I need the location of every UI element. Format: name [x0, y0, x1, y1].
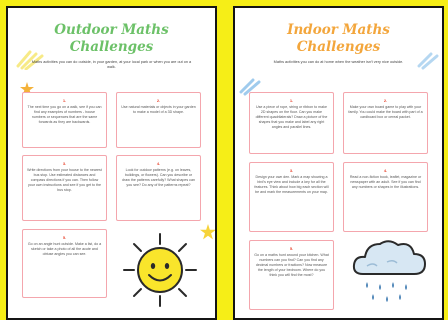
challenge-number: 4. [156, 161, 161, 166]
indoor-title [235, 22, 442, 56]
challenge-text: Write directions from your house to the nearest bus stop. Use estimated distances and compass directions if you can. Then follow your own instructions and see if you get to the bus stop. [27, 168, 102, 192]
indoor-challenge-card-4 [343, 162, 428, 232]
challenge-text: Use a piece of rope, string or ribbon to make 2D shapes on the floor. Can you make different quadrilaterals? Draw a picture of the shapes that you make and label any right angles and parallel lines. [255, 105, 328, 129]
outdoor-intro: Maths activities you can do outside, in your garden, at your local park or when you are out on a walk. [31, 60, 192, 70]
outdoor-challenge-card-4 [116, 155, 201, 221]
indoor-intro: Maths activities you can do at home when the weather isn't very nice outside. [273, 60, 404, 64]
outdoor-challenges-sheet [6, 6, 217, 320]
indoor-title-line2: Challenges [296, 39, 381, 55]
challenge-text: Design your own den. Mark a map showing a bird's eye view and include a key for all the features. Think about how big each section will be and mark the measurements on your map. [254, 175, 329, 194]
challenge-text: Use natural materials or objects in your garden to make a model of a 3D shape. [121, 105, 196, 114]
outdoor-challenge-card-1 [22, 92, 107, 148]
challenge-number: 2. [383, 98, 388, 103]
outdoor-challenge-card-5 [22, 229, 107, 298]
challenge-number: 5. [289, 246, 294, 251]
rain-cloud-icon [347, 232, 431, 308]
indoor-title-line1: Indoor Maths [287, 22, 390, 38]
indoor-challenge-card-5 [249, 240, 334, 310]
challenge-number: 4. [383, 168, 388, 173]
outdoor-title-line1: Outdoor Maths [54, 22, 169, 38]
outdoor-challenge-card-2 [116, 92, 201, 148]
challenge-text: Go on a maths hunt around your kitchen. What numbers can you find? Can you find any decimal numbers or fractions? Now measure the length of your bedroom. Where do you think you will find the most? [254, 253, 329, 277]
outdoor-title-line2: Challenges [69, 39, 154, 55]
outdoor-title [8, 22, 215, 56]
outdoor-challenge-card-3 [22, 155, 107, 221]
challenge-text: Make your own board game to play with your family. You could make the board with part of a cardboard box or cereal packet. [348, 105, 423, 119]
indoor-challenge-card-2 [343, 92, 428, 154]
challenge-text: Read a non-fiction book, leaflet, magazine or newspaper with an adult. See if you can find any numbers or shapes in the illustrations. [349, 175, 422, 189]
challenge-number: 2. [156, 98, 161, 103]
challenge-text: The next time you go on a walk, see if you can find any examples of numbers - house numbers or sequences that are the same forwards as they are backwards. [27, 105, 102, 124]
indoor-challenge-card-1 [249, 92, 334, 154]
indoor-challenge-card-3 [249, 162, 334, 232]
challenge-number: 1. [62, 98, 67, 103]
challenge-number: 5. [62, 235, 67, 240]
smiling-sun-icon [120, 230, 200, 310]
challenge-number: 3. [289, 168, 294, 173]
challenge-text: Go on an angle hunt outside. Make a list, do a sketch or take a photo of all the acute and obtuse angles you can see. [27, 242, 102, 256]
indoor-challenges-sheet [233, 6, 444, 320]
challenge-text: Look for outdoor patterns (e.g. on leaves, buildings, or flowers). Can you describe or draw the patterns carefully? What shapes can you see? Do any of the patterns repeat? [122, 168, 195, 187]
yellow-star-icon [200, 224, 216, 240]
challenge-number: 3. [62, 161, 67, 166]
challenge-number: 1. [289, 98, 294, 103]
